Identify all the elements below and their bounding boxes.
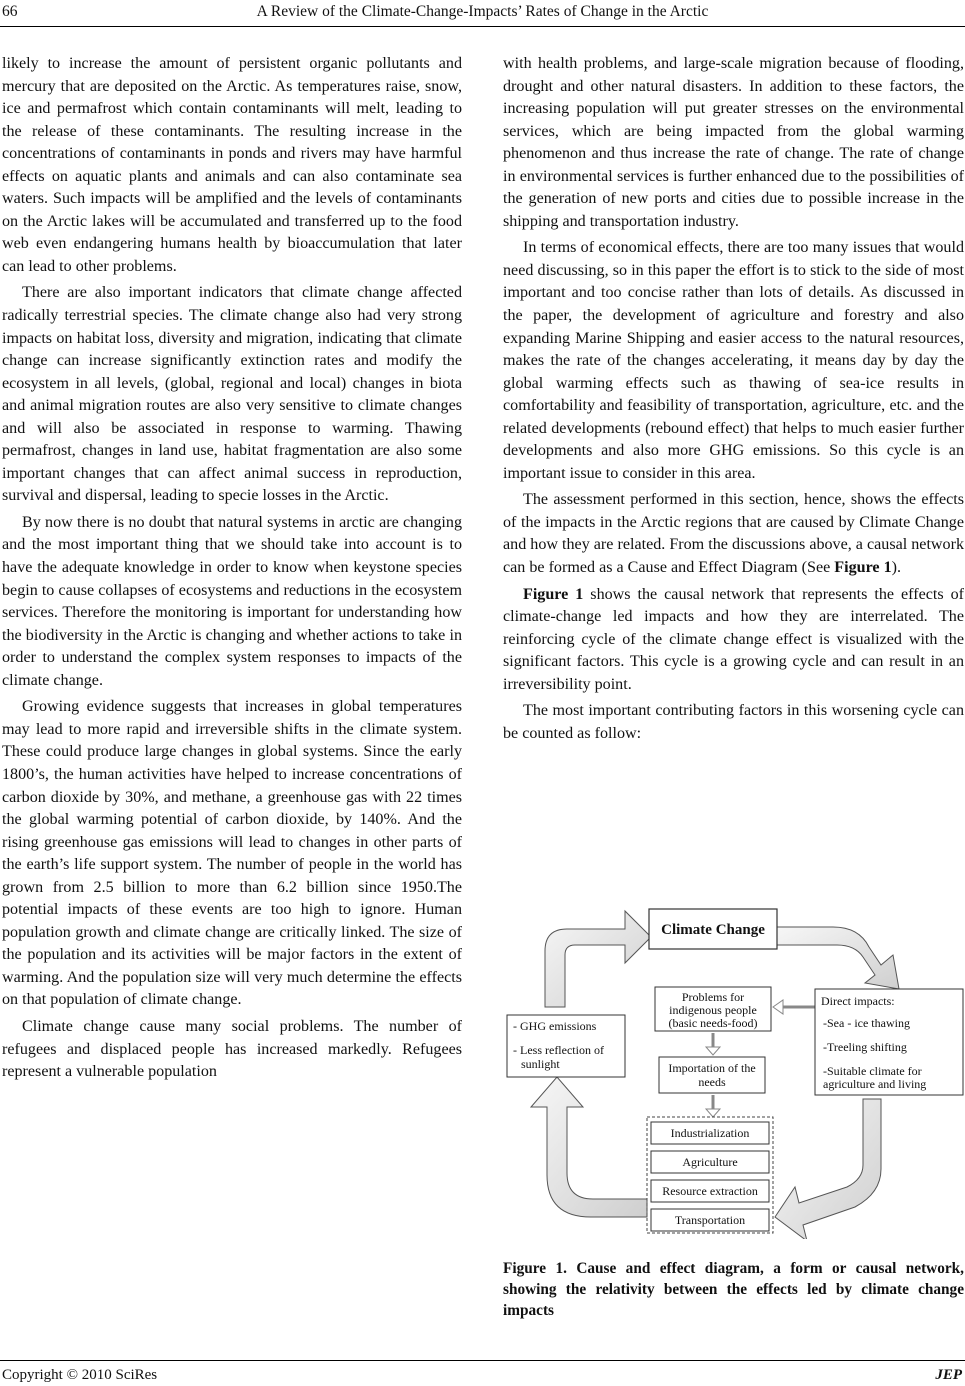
paragraph: Climate change cause many social problems. The number of refugees and displaced people has increased markedly. Refugees represent a vulnerable population: [2, 1017, 462, 1081]
industrialization-label: Industrialization: [670, 1126, 750, 1140]
figure-reference: Figure 1: [834, 559, 892, 577]
ghg-label-2: - Less reflection of: [513, 1043, 604, 1057]
running-title: A Review of the Climate-Change-Impacts’ Rates of Change in the Arctic: [256, 3, 709, 20]
paragraph: likely to increase the amount of persistent organic pollutants and mercury that are deposited on the Arctic. As temperatures raise, snow, ice and permafrost which contain contaminants will melt, leading to the release of these contaminants. The resulting increase in the concentrations of contaminants in ponds and rivers may have harmful effects on aquatic plants and animals and can also contaminate sea waters. Such impacts will be amplified and the levels of contaminants on the Arctic lakes will be accumulated and transferred up to the food web even endangering humans health by bioaccumulation that later can lead to other problems.: [2, 55, 462, 275]
figure-1: [503, 903, 964, 1239]
problems-label-1: Problems for: [681, 990, 745, 1004]
paragraph: In terms of economical effects, there are too many issues that would need discussing, so in this paper the effort is to stick to the side of most important and too concise rather than lots of details. As discussed in the paper, the development of agriculture and forestry and also expanding Marine Shipping and easier access to the natural resources, makes the rate of the changes accelerating, it means day by day the global warming effects such as thawing of sea-ice results in comfortability and feasibility of transportation, agriculture, etc. and the related developments (rebound effect) that helps to much easier further developments and also more GHG emissions. So this cycle is an important issue to consider in this area.: [503, 239, 964, 482]
text-run: The assessment performed in this section, hence, shows the effects of the impacts in the Arctic regions that are caused by Climate Change and how they are related. From the discussions above, a causal network can be formed as a Cause and Effect Diagram (See: [503, 491, 964, 577]
page-header: [0, 2, 965, 24]
ghg-label-3: sunlight: [521, 1057, 560, 1071]
footer-rule: [0, 1360, 965, 1361]
text-run: shows the causal network that represents the effects of climate-change led impacts and how they are interrelated. The reinforcing cycle of the climate change effect is visualized with the significant factors. This cycle is a growing cycle and can result in an irreversibility point.: [503, 585, 964, 693]
importation-label-2: needs: [698, 1075, 726, 1089]
page-footer: [0, 1366, 965, 1386]
left-column: [2, 53, 462, 1088]
importation-label-1: Importation of the: [668, 1061, 756, 1075]
cycle-arrow-top-left: [545, 911, 651, 1007]
paragraph: [503, 584, 964, 697]
page-number: 66: [2, 3, 18, 20]
direct-impacts-item: -Suitable climate for: [823, 1064, 922, 1078]
climate-change-label: Climate Change: [661, 922, 765, 938]
paragraph: By now there is no doubt that natural systems in arctic are changing and the most important thing that we should take into account is to have the adequate knowledge in order to know when keystone species begin to cause collapses of ecosystems and reductions in the ecosystem services. Therefore the monitoring is important for understanding how the biodiversity in the Arctic is changing and whether actions to take in order to understand the complex system responses to impacts of the climate change.: [2, 513, 462, 689]
cycle-arrow-top-right: [775, 927, 899, 989]
direct-impacts-item: -Sea - ice thawing: [823, 1016, 910, 1030]
figure-caption: Figure 1. Cause and effect diagram, a form or causal network, showing the relativity between the effects led by climate change impacts: [503, 1260, 964, 1319]
paragraph: [503, 489, 964, 579]
paragraph: with health problems, and large-scale migration because of flooding, drought and other natural disasters. In addition to these factors, the increasing population will put greater stresses on the environmental services, which are being impacted from the global warming phenomenon and thus increase the rate of change. The rate of change in environmental services is further enhanced due to the possibilities of the generation of new ports and cities due to possible increase in the shipping and transportation industry.: [503, 55, 964, 230]
transportation-label: Transportation: [674, 1213, 746, 1227]
figure-reference: Figure 1: [523, 585, 584, 603]
ghg-label-1: - GHG emissions: [513, 1019, 597, 1033]
problems-label-3: (basic needs-food): [668, 1016, 758, 1030]
direct-impacts-item: -Treeling shifting: [823, 1040, 907, 1054]
cause-effect-diagram: [503, 903, 964, 1239]
paragraph: There are also important indicators that climate change affected radically terrestrial species. The climate change also had very strong impacts on habitat loss, diversity and migration, indicating that climate change can increase significantly extinction rates and modify the ecosystem in all levels, (global, regional and local) changes in biota and animal migration routes are also very sensitive to climate changes and will also be associated in response to warming. Thawing permafrost, changes in land use, habitat fragmentation are also some important changes that can affect animal success in reproduction, survival and dispersal, leading to specie losses in the Arctic.: [2, 284, 462, 505]
agriculture-label: Agriculture: [682, 1155, 738, 1169]
problems-label-2: indigenous people: [669, 1003, 757, 1017]
text-run: ).: [891, 559, 902, 577]
journal-abbreviation: JEP: [935, 1367, 962, 1383]
paragraph: Growing evidence suggests that increases in global temperatures may lead to more rapid and irreversible shifts in the climate system. These could produce large changes in global systems. Since the early 1800’s, the human activities have helped to increase concentrations of carbon dioxide by 30%, and methane, a greenhouse gas with 22 times the global warming potential of carbon dioxide, by 140%. And the rising greenhouse gas emissions will lead to changes in other parts of the earth’s life support system. The number of people in the world has grown from 2.5 billion to more than 6.2 billion since 1950.The potential impacts of these events are too high to ignore. Human population growth and climate change are critically linked. The size of the population and its activities will be major factors in the extent of warming. And the population size will very much determine the effects on that population of climate change.: [2, 698, 462, 1009]
cycle-arrow-bottom-right: [775, 1099, 881, 1239]
resource-extraction-label: Resource extraction: [662, 1184, 758, 1198]
cycle-arrow-bottom-left: [531, 1077, 647, 1217]
right-column: [503, 53, 964, 749]
paragraph: The most important contributing factors in this worsening cycle can be counted as follow:: [503, 702, 964, 742]
direct-impacts-title: Direct impacts:: [821, 994, 895, 1008]
copyright: Copyright © 2010 SciRes: [2, 1367, 158, 1383]
header-rule: [0, 26, 965, 27]
direct-impacts-item: agriculture and living: [823, 1077, 927, 1091]
